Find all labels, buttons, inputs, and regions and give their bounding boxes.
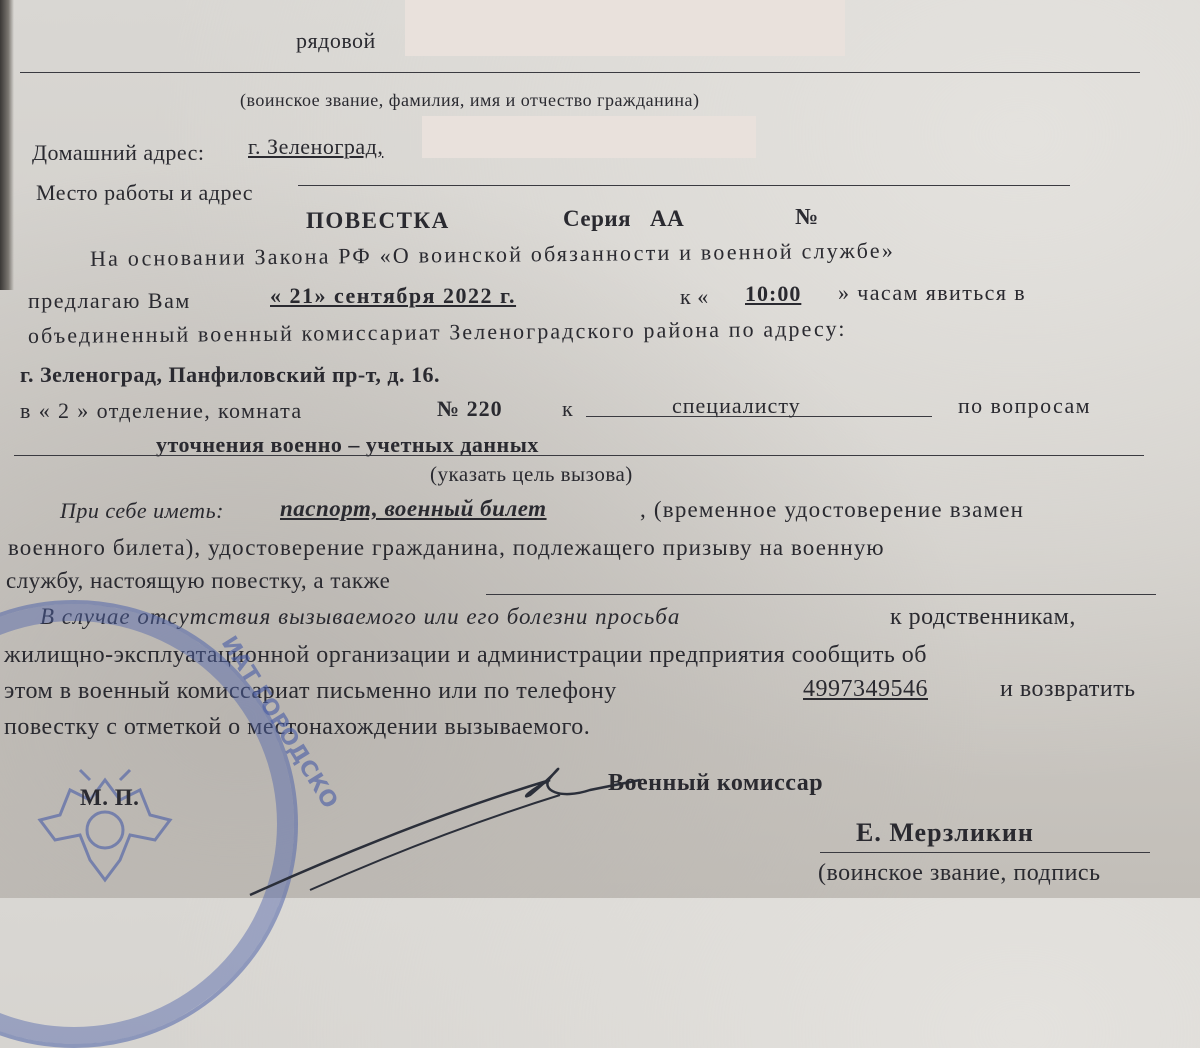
commissar-name: Е. Мерзликин bbox=[856, 818, 1034, 847]
doc-title: ПОВЕСТКА bbox=[306, 208, 450, 233]
p2-line1-rest: , (временное удостоверение взамен bbox=[640, 497, 1025, 522]
purpose-caption: (указать цель вызова) bbox=[430, 462, 633, 486]
home-address-label: Домашний адрес: bbox=[32, 140, 205, 165]
p3-line1-b: к родственникам, bbox=[890, 604, 1076, 630]
redacted-address bbox=[422, 116, 756, 158]
stamp-text-fragment: ИАТ ГОРОДСКО bbox=[215, 631, 343, 814]
p1-purpose: уточнения военно – учетных данных bbox=[156, 432, 539, 457]
p3-line1-a: В случае отсутствия вызываемого или его болезни просьба bbox=[40, 604, 681, 629]
p1-room: № 220 bbox=[437, 396, 503, 421]
p1-line2-a: предлагаю Вам bbox=[28, 288, 191, 313]
p1-line2-b: к « bbox=[680, 284, 709, 309]
signature-caption: (воинское звание, подпись bbox=[818, 860, 1101, 886]
p1-line5-c: по вопросам bbox=[958, 393, 1091, 418]
p1-line3: объединенный военный комиссариат Зеленоградского района по адресу: bbox=[27, 315, 847, 348]
p1-line2-c: » часам явиться в bbox=[838, 280, 1027, 305]
also-line bbox=[486, 594, 1156, 595]
p3-line3-b: и возвратить bbox=[1000, 676, 1136, 702]
paper-edge-shadow bbox=[0, 0, 14, 290]
p3-line4: повестку с отметкой о местонахождении вызываемого. bbox=[4, 714, 591, 740]
p1-date: « 21» сентября 2022 г. bbox=[270, 283, 517, 308]
workplace-label: Место работы и адрес bbox=[36, 180, 254, 205]
p1-assembly-address: г. Зеленоград, Панфиловский пр-т, д. 16. bbox=[20, 362, 440, 387]
handwritten-signature bbox=[230, 750, 650, 900]
purpose-line bbox=[14, 455, 1144, 456]
series-value: АА bbox=[650, 206, 685, 231]
double-eagle-emblem bbox=[20, 760, 190, 890]
series-label: Серия bbox=[563, 206, 632, 231]
p2-line3: службу, настоящую повестку, а также bbox=[6, 568, 391, 593]
p1-line5-a: в « 2 » отделение, комната bbox=[20, 398, 303, 423]
redacted-name bbox=[405, 0, 845, 56]
p3-line3-a: этом в военный комиссариат письменно или по телефону bbox=[4, 678, 617, 704]
commissar-title: Военный комиссар bbox=[608, 770, 824, 796]
rank-label: рядовой bbox=[296, 28, 376, 53]
number-sign: № bbox=[795, 204, 819, 229]
p1-line5-b: к bbox=[562, 396, 574, 421]
commissar-name-line bbox=[820, 852, 1150, 853]
p2-required-docs: паспорт, военный билет bbox=[280, 496, 547, 521]
workplace-line bbox=[298, 185, 1070, 186]
p2-label: При себе иметь: bbox=[60, 498, 224, 523]
p1-line1: На основании Закона РФ «О воинской обязанности и военной службе» bbox=[89, 237, 896, 271]
rank-caption: (воинское звание, фамилия, имя и отчество гражданина) bbox=[240, 90, 700, 110]
p3-phone: 4997349546 bbox=[803, 676, 928, 702]
p1-time: 10:00 bbox=[745, 281, 802, 306]
p1-specialist: специалисту bbox=[672, 393, 801, 418]
p3-line2: жилищно-эксплуатационной организации и администрации предприятия сообщить об bbox=[4, 642, 927, 668]
rank-line bbox=[20, 72, 1140, 73]
home-address-value: г. Зеленоград, bbox=[248, 134, 384, 159]
stamp-place-label: М. П. bbox=[80, 785, 140, 810]
p2-line2: военного билета), удостоверение гражданина, подлежащего призыву на военную bbox=[8, 535, 885, 560]
